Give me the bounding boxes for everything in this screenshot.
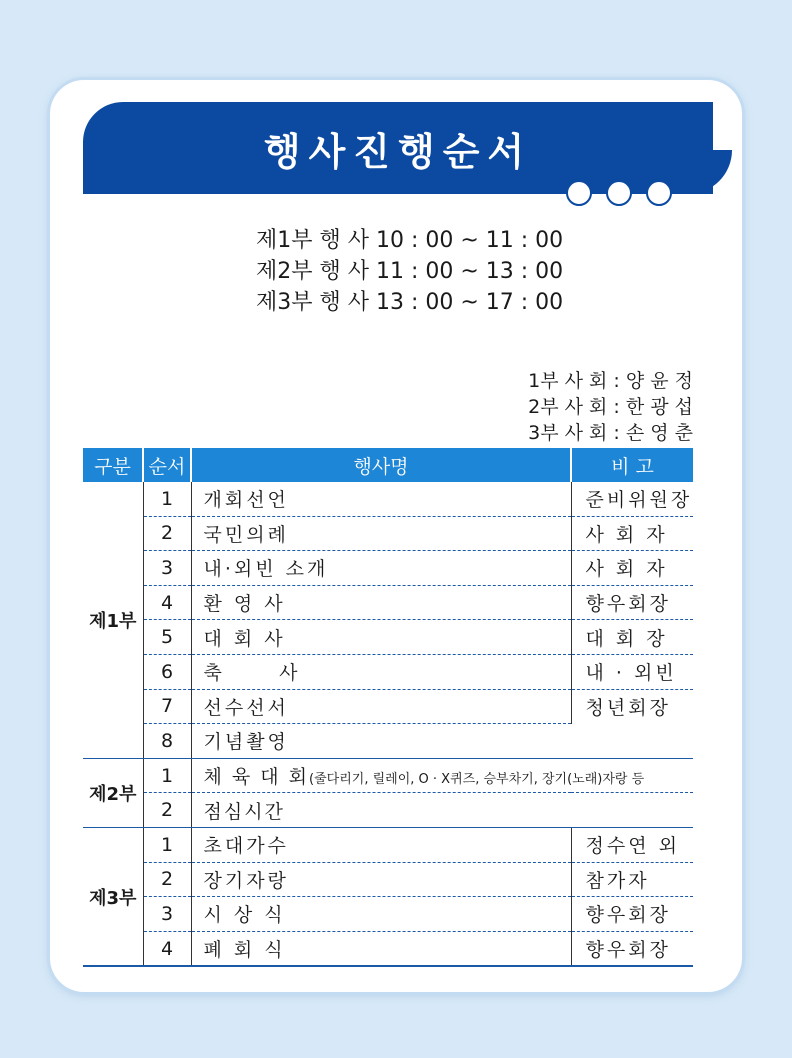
schedule-list bbox=[256, 225, 576, 318]
event-name bbox=[191, 758, 693, 793]
event-name: 축 사 bbox=[191, 654, 571, 689]
table-header-row bbox=[83, 448, 693, 482]
row-number: 1 bbox=[143, 758, 191, 793]
decorative-dot-3 bbox=[646, 180, 672, 206]
event-name: 기념촬영 bbox=[191, 724, 571, 759]
table-row bbox=[83, 482, 693, 516]
schedule-part-3: 제3부 행 사 13 : 00 ~ 17 : 00 bbox=[256, 290, 564, 315]
header-note: 비 고 bbox=[571, 448, 693, 482]
event-note: 향우회장 bbox=[571, 585, 693, 620]
event-name: 내·외빈 소개 bbox=[191, 551, 571, 586]
table-row bbox=[83, 758, 693, 793]
table-row bbox=[83, 862, 693, 897]
row-number: 1 bbox=[143, 482, 191, 516]
table-row bbox=[83, 724, 693, 759]
event-name: 장기자랑 bbox=[191, 862, 571, 897]
event-note: 참가자 bbox=[571, 862, 693, 897]
table-row bbox=[83, 654, 693, 689]
page-title: 행사진행순서 bbox=[263, 129, 533, 174]
host-part-1: 1부 사 회 : 양 윤 정 bbox=[528, 370, 693, 392]
row-number: 3 bbox=[143, 897, 191, 932]
schedule-part-1: 제1부 행 사 10 : 00 ~ 11 : 00 bbox=[256, 228, 564, 253]
event-note: 내 · 외빈 bbox=[571, 654, 693, 689]
decorative-dot-2 bbox=[606, 180, 632, 206]
table-row bbox=[83, 793, 693, 828]
row-number: 5 bbox=[143, 620, 191, 655]
host-part-3: 3부 사 회 : 손 영 춘 bbox=[528, 422, 693, 444]
group-label: 제2부 bbox=[83, 758, 143, 827]
group-label: 제1부 bbox=[83, 482, 143, 758]
group-label: 제3부 bbox=[83, 827, 143, 966]
header-event: 행사명 bbox=[191, 448, 571, 482]
event-note: 대 회 장 bbox=[571, 620, 693, 655]
table-row bbox=[83, 551, 693, 586]
event-name: 선수선서 bbox=[191, 689, 571, 724]
table-row bbox=[83, 689, 693, 724]
event-note bbox=[571, 724, 693, 759]
event-note: 향우회장 bbox=[571, 897, 693, 932]
header-order: 순서 bbox=[143, 448, 191, 482]
table-row bbox=[83, 931, 693, 966]
event-note: 정수연 외 bbox=[571, 827, 693, 862]
row-number: 6 bbox=[143, 654, 191, 689]
row-number: 4 bbox=[143, 931, 191, 966]
event-title: 체 육 대 회 bbox=[203, 766, 310, 789]
event-name: 환 영 사 bbox=[191, 585, 571, 620]
row-number: 8 bbox=[143, 724, 191, 759]
table-row bbox=[83, 620, 693, 655]
header-group: 구분 bbox=[83, 448, 143, 482]
host-part-2: 2부 사 회 : 한 광 섭 bbox=[528, 396, 693, 418]
event-name: 개회선언 bbox=[191, 482, 571, 516]
row-number: 2 bbox=[143, 793, 191, 828]
event-note: 준비위원장 bbox=[571, 482, 693, 516]
hosts-list bbox=[480, 368, 693, 446]
event-name: 국민의례 bbox=[191, 516, 571, 551]
event-note: 청년회장 bbox=[585, 697, 671, 720]
row-number: 4 bbox=[143, 585, 191, 620]
row-number: 2 bbox=[143, 862, 191, 897]
table-row bbox=[83, 827, 693, 862]
event-name: 시 상 식 bbox=[191, 897, 571, 932]
table-row bbox=[83, 897, 693, 932]
row-number: 2 bbox=[143, 516, 191, 551]
table-row bbox=[83, 516, 693, 551]
event-note: 향우회장 bbox=[571, 931, 693, 966]
event-name: 초대가수 bbox=[191, 827, 571, 862]
program-table bbox=[83, 448, 693, 967]
schedule-part-2: 제2부 행 사 11 : 00 ~ 13 : 00 bbox=[256, 259, 564, 284]
event-name: 점심시간 bbox=[191, 793, 693, 828]
row-number: 1 bbox=[143, 827, 191, 862]
event-name: 폐 회 식 bbox=[191, 931, 571, 966]
row-number: 7 bbox=[143, 689, 191, 724]
event-detail: (줄다리기, 릴레이, O · X퀴즈, 승부차기, 장기(노래)자랑 등 bbox=[309, 772, 645, 788]
table-row bbox=[83, 585, 693, 620]
event-note: 사 회 자 bbox=[571, 516, 693, 551]
decorative-dot-1 bbox=[566, 180, 592, 206]
row-number: 3 bbox=[143, 551, 191, 586]
event-name: 대 회 사 bbox=[191, 620, 571, 655]
event-note: 사 회 자 bbox=[571, 551, 693, 586]
